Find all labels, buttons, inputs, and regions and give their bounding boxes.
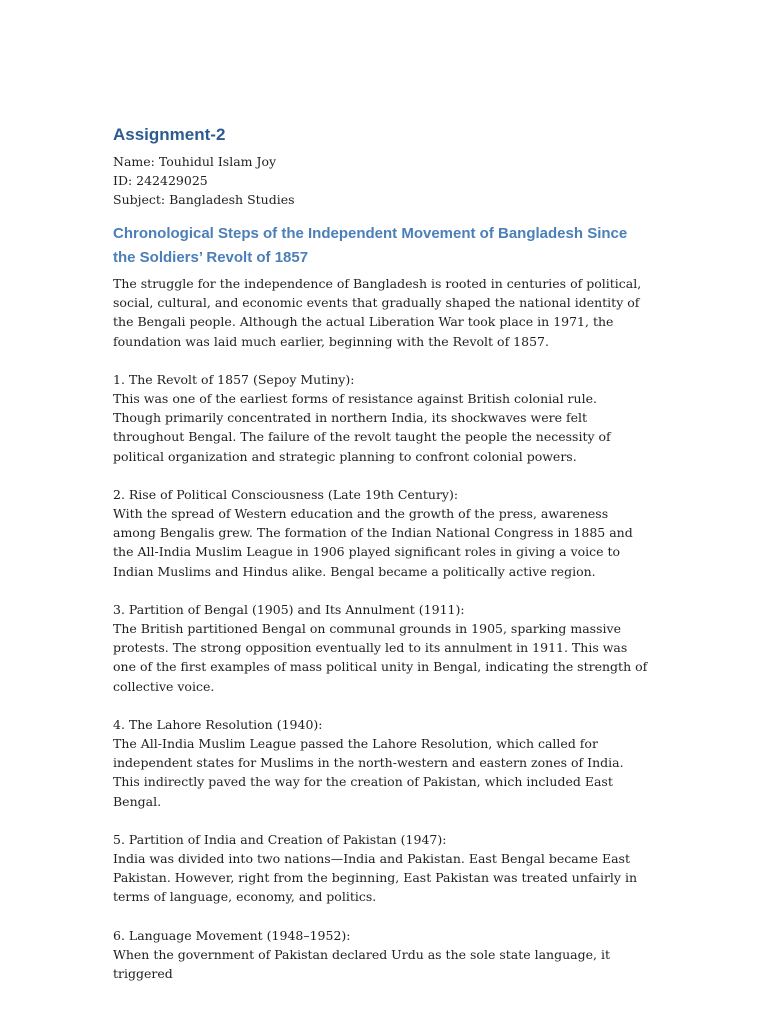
meta-name: Name: Touhidul Islam Joy	[113, 154, 277, 169]
section-6-title: 6. Language Movement (1948–1952):	[113, 927, 351, 943]
section-4-body: The All-India Muslim League passed the Lahore Resolution, which called for independent states for Muslims in the north-western and eastern zones of India. This indirectly paved the way for the creation of Pakistan, which included East Bengal.	[113, 736, 624, 809]
section-5-title: 5. Partition of India and Creation of Pakistan (1947):	[113, 831, 447, 847]
section-1-body: This was one of the earliest forms of resistance against British colonial rule. Though primarily concentrated in northern India, its shockwaves were felt throughout Bengal. The failure of the revolt taught the people the necessity of political organization and strategic planning to confront colonial powers.	[113, 391, 611, 464]
section-4	[113, 715, 648, 811]
section-2-title: 2. Rise of Political Consciousness (Late 19th Century):	[113, 486, 459, 502]
document-title: Assignment-2	[113, 125, 226, 144]
section-5-body: India was divided into two nations—India and Pakistan. East Bengal became East Pakistan. However, right from the beginning, East Pakistan was treated unfairly in terms of language, economy, and politics.	[113, 851, 638, 905]
section-4-title: 4. The Lahore Resolution (1940):	[113, 716, 323, 732]
section-3	[113, 600, 648, 696]
section-1-title: 1. The Revolt of 1857 (Sepoy Mutiny):	[113, 371, 355, 387]
section-6	[113, 926, 648, 984]
meta-subject: Subject: Bangladesh Studies	[113, 192, 295, 207]
intro-paragraph: The struggle for the independence of Bangladesh is rooted in centuries of political, social, cultural, and economic events that gradually shaped the national identity of the Bengali people. Although the actual Liberation War took place in 1971, the foundation was laid much earlier, beginning with the Revolt of 1857.	[113, 276, 642, 349]
section-5	[113, 830, 648, 907]
section-2-body: With the spread of Western education and the growth of the press, awareness among Bengalis grew. The formation of the Indian National Congress in 1885 and the All-India Muslim League in 1906 played significant roles in giving a voice to Indian Muslims and Hindus alike. Bengal became a politically active region.	[113, 506, 633, 579]
section-1	[113, 370, 648, 466]
section-heading: Chronological Steps of the Independent Movement of Bangladesh Since the Soldiers’ Revolt of 1857	[113, 225, 628, 266]
meta-id: ID: 242429025	[113, 173, 208, 188]
section-2	[113, 485, 648, 581]
section-6-body: When the government of Pakistan declared Urdu as the sole state language, it triggered	[113, 946, 610, 982]
section-3-body: The British partitioned Bengal on communal grounds in 1905, sparking massive protests. The strong opposition eventually led to its annulment in 1911. This was one of the first examples of mass political unity in Bengal, indicating the strength of collective voice.	[113, 621, 648, 694]
document-page	[113, 124, 648, 1002]
section-3-title: 3. Partition of Bengal (1905) and Its Annulment (1911):	[113, 601, 465, 617]
